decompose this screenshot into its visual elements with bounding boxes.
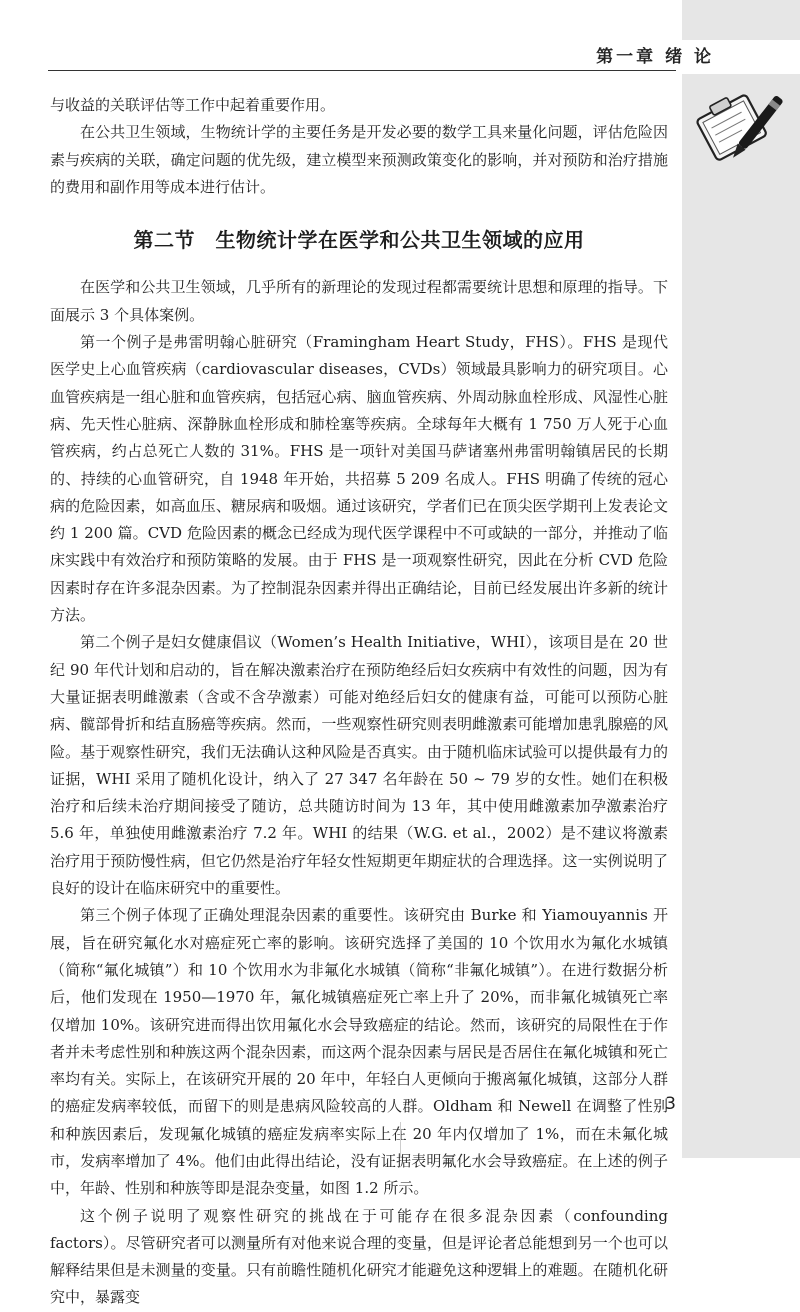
page-body (50, 92, 668, 1312)
section-title: 第二节 生物统计学在医学和公共卫生领域的应用 (133, 228, 585, 253)
paragraph: 这个例子说明了观察性研究的挑战在于可能存在很多混杂因素（confounding factors）。尽管研究者可以测量所有对他来说合理的变量，但是评论者总能想到另一个也可以解释结果但是未测量的变量。只有前瞻性随机化研究才能避免这种逻辑上的难题。在随机化研究中，暴露变 (50, 1206, 668, 1307)
paragraph: 与收益的关联评估等工作中起着重要作用。 (50, 96, 336, 114)
paragraph: 第二个例子是妇女健康倡议（Women’s Health Initiative，WHI），该项目是在 20 世纪 90 年代计划和启动的，旨在解决激素治疗在预防绝经后妇女疾病中有效性的问题，因为有大量证据表明雌激素（含或不含孕激素）可能对绝经后妇女的健康有益，可能可以预防心脏病、髋部骨折和结直肠癌等疾病。然而，一些观察性研究则表明雌激素可能增加患乳腺癌的风险。基于观察性研究，我们无法确认这种风险是否真实。由于随机临床试验可以提供最有力的证据，WHI 采用了随机化设计，纳入了 27 347 名年龄在 50 ~ 79 岁的女性。她们在积极治疗和后续未治疗期间接受了随访，总共随访时间为 13 年，其中使用雌激素加孕激素治疗 5.6 年，单独使用雌激素治疗 7.2 年。WHI 的结果（W.G. et al.，2002）是不建议将激素治疗用于预防慢性病，但它仍然是治疗年轻女性短期更年期症状的合理选择。这一实例说明了良好的设计在临床研究中的重要性。 (50, 633, 668, 898)
gutter-mark (400, 1122, 402, 1158)
paragraph: 在公共卫生领域，生物统计学的主要任务是开发必要的数学工具来量化问题，评估危险因素与疾病的关联，确定问题的优先级，建立模型来预测政策变化的影响，并对预防和治疗措施的费用和副作用等成本进行估计。 (50, 123, 668, 196)
page-number: 3 (665, 1094, 676, 1114)
chapter-header: 第一章 绪 论 (596, 47, 714, 67)
header-rule (48, 70, 676, 71)
paragraph: 在医学和公共卫生领域，几乎所有的新理论的发现过程都需要统计思想和原理的指导。下面展示 3 个具体案例。 (50, 278, 668, 324)
paragraph: 第一个例子是弗雷明翰心脏研究（Framingham Heart Study，FHS）。FHS 是现代医学史上心血管疾病（cardiovascular diseases，CVDs）领域最具影响力的研究项目。心血管疾病是一组心脏和血管疾病，包括冠心病、脑血管疾病、外周动脉血栓形成、风湿性心脏病、先天性心脏病、深静脉血栓形成和肺栓塞等疾病。全球每年大概有 1 750 万人死于心血管疾病，约占总死亡人数的 31%。FHS 是一项针对美国马萨诸塞州弗雷明翰镇居民的长期的、持续的心血管研究，自 1948 年开始，共招募 5 209 名成人。FHS 明确了传统的冠心病的危险因素，如高血压、糖尿病和吸烟。通过该研究，学者们已在顶尖医学期刊上发表论文约 1 200 篇。CVD 危险因素的概念已经成为现代医学课程中不可或缺的一部分，并推动了临床实践中有效治疗和预防策略的发展。由于 FHS 是一项观察性研究，因此在分析 CVD 危险因素时存在许多混杂因素。为了控制混杂因素并得出正确结论，目前已经发展出许多新的统计方法。 (50, 333, 668, 625)
paragraph: 第三个例子体现了正确处理混杂因素的重要性。该研究由 Burke 和 Yiamouyannis 开展，旨在研究氟化水对癌症死亡率的影响。该研究选择了美国的 10 个饮用水为氟化水城镇（简称“氟化城镇”）和 10 个饮用水为非氟化水城镇（简称“非氟化城镇”）。在进行数据分析后，他们发现在 1950—1970 年，氟化城镇癌症死亡率上升了 20%，而非氟化城镇死亡率仅增加 10%。该研究进而得出饮用氟化水会导致癌症的结论。然而，该研究的局限性在于作者并未考虑性别和种族这两个混杂因素，而这两个混杂因素与居民是否居住在氟化城镇和死亡率均有关。实际上，在该研究开展的 20 年中，年轻白人更倾向于搬离氟化城镇，这部分人群的癌症发病率较低，而留下的则是患病风险较高的人群。Oldham 和 Newell 在调整了性别和种族因素后，发现氟化城镇的癌症发病率实际上在 20 年内仅增加了 1%，而在未氟化城市，发病率增加了 4%。他们由此得出结论，没有证据表明氟化水会导致癌症。在上述的例子中，年龄、性别和种族等即是混杂变量，如图 1.2 所示。 (50, 906, 668, 1198)
clipboard-pen-icon (684, 82, 790, 174)
